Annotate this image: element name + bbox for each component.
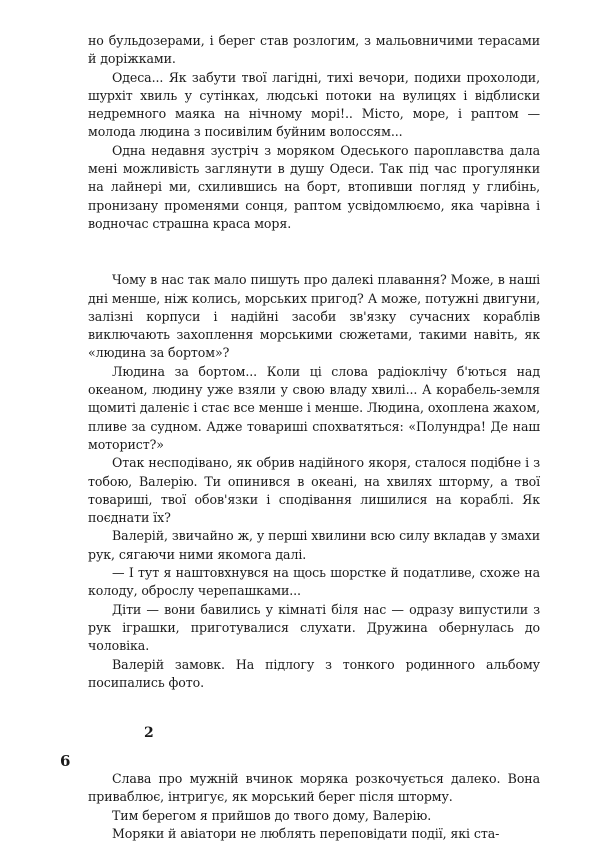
section-gap [88,742,540,770]
page-number: 6 [60,752,71,770]
paragraph: Тим берегом я прийшов до твого дому, Валерію. [112,807,432,823]
paragraph: Людина за бортом... Коли ці слова радіоклічу б'ються над океаном, людину уже взяли у свою владу хвилі... А корабель-земля щомиті даленіє і стає все менше і менше. Людина, охоплена жахом, пливе за судном. Адже товариші спохватяться: «Полундра! Де наш моторист?» [88,363,540,452]
section-number: 2 [144,725,154,742]
paragraph: Отак несподівано, як обрив надійного якоря, сталося подібне і з тобою, Валерію. Ти опинився в океані, на хвилях шторму, а твої товариші, твої обов'язки і сподівання лишилися на кораблі. Як поєднати їх? [88,455,540,526]
paragraph: Одеса... Як забути твої лагідні, тихі вечори, подихи прохолоди, шурхіт хвиль у сутінках, людські потоки на вулицях і відблиски недремного маяка на нічному морі!.. Місто, море, і раптом — молода людина з посивілим буйним волоссям... [88,69,540,140]
section-gap [88,692,540,724]
paragraph: — І тут я наштовхнувся на щось шорстке й податливе, схоже на колоду, оброслу черепашками... [88,565,540,599]
paragraph: Діти — вони бавились у кімнаті біля нас — одразу випустили з рук іграшки, приготувалися слухати. Дружина обернулась до чоловіка. [88,601,540,654]
paragraph: Одна недавня зустріч з моряком Одеського пароплавства дала мені можливість заглянути в душу Одеси. Так під час прогулянки на лайнері ми, схилившись на борт, втопивши погляд у глибінь, пронизану променями сонця, раптом усвідомлюємо, яка чарівна і водночас страшна краса моря. [88,142,540,231]
paragraph: Моряки й авіатори не люблять переповідати події, які ста- [112,825,500,841]
paragraph: Чому в нас так мало пишуть про далекі плавання? Може, в наші дні менше, ніж колись, морських пригод? А може, потужні двигуни, залізні корпуси і надійні засоби зв'язку сучасних кораблів виключають захоплення морськими сюжетами, такими навіть, як «людина за бортом»? [88,272,540,361]
paragraph: но бульдозерами, і берег став розлогим, з мальовничими терасами й доріжками. [88,33,540,67]
paragraph-gap [88,233,540,271]
paragraph: Слава про мужній вчинок моряка розкочується далеко. Вона приваблює, інтригує, як морський берег після шторму. [88,771,540,805]
page-body [88,32,540,843]
paragraph: Валерій, звичайно ж, у перші хвилини всю силу вкладав у змахи рук, сягаючи ними якомога далі. [88,528,540,562]
paragraph: Валерій замовк. На підлогу з тонкого родинного альбому посипались фото. [88,656,540,690]
